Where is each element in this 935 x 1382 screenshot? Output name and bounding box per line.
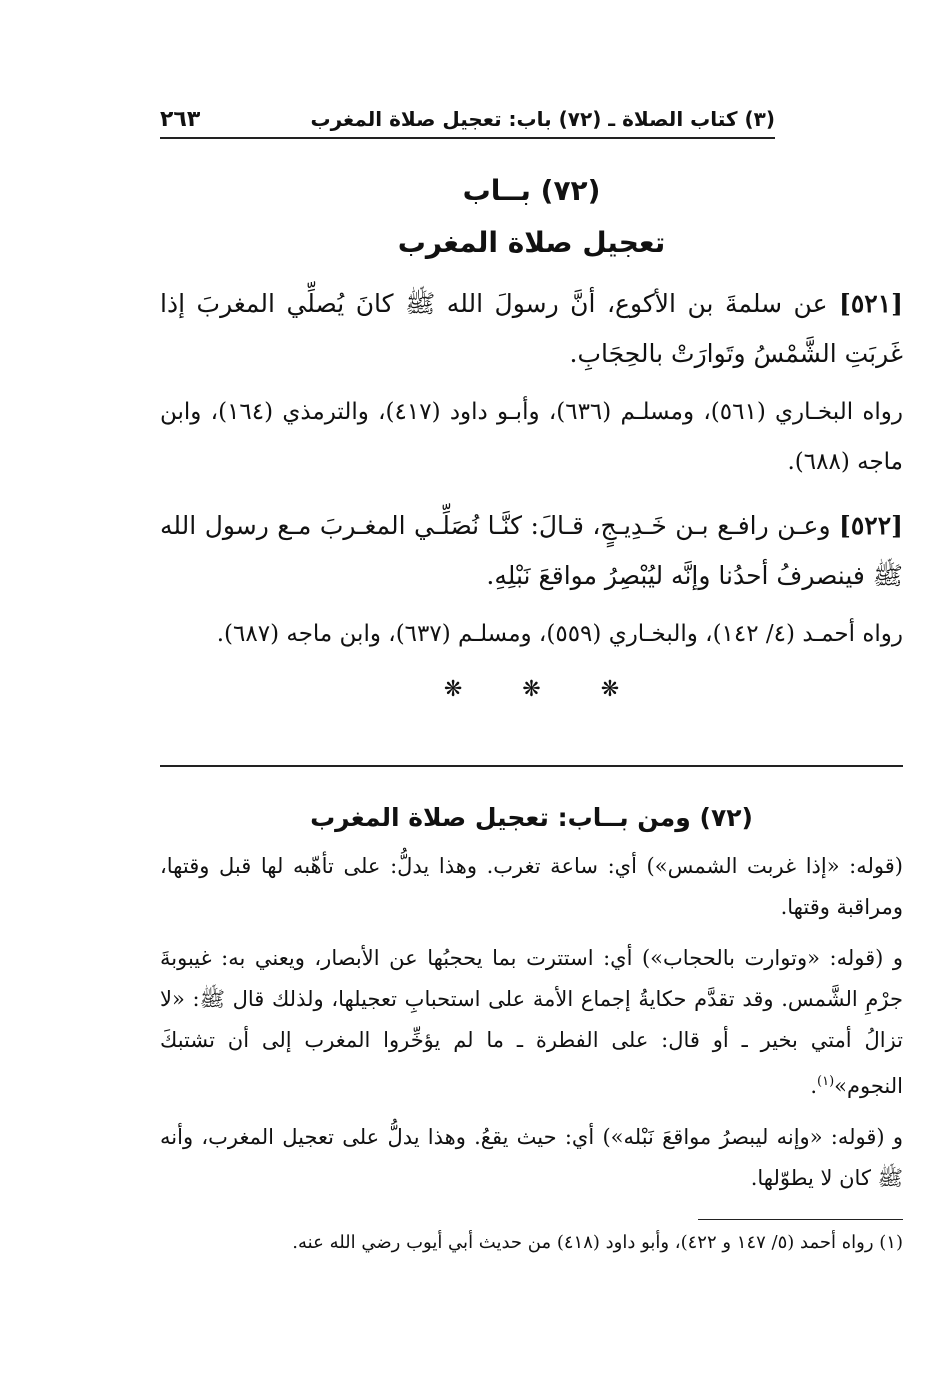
running-title: (٣) كتاب الصلاة ـ (٧٢) باب: تعجيل صلاة المغرب	[310, 107, 775, 131]
running-header	[160, 104, 775, 134]
separator-star: ❋	[522, 677, 541, 702]
hadith-521	[160, 279, 903, 379]
hadith-text: وعـن رافـع بـن خَـدِيـجٍ، قـالَ: كنَّـا نُصَلِّـي المغـربَ مـع رسول الله ﷺ فينصرفُ أحدُنا وإنَّه ليُبْصِرُ مواقعَ نَبْلِهِ.	[160, 511, 903, 590]
hadith-number: [٥٢١]	[839, 289, 903, 318]
chapter-title: (٧٢) بــاب	[462, 174, 601, 207]
separator-star: ❋	[600, 677, 620, 702]
page-number: ٢٦٣	[160, 106, 201, 132]
hadith-text: عن سلمةَ بن الأكوع، أنَّ رسولَ الله ﷺ كانَ يُصلِّي المغربَ إذا غَربَتِ الشَّمْسُ وتَوارَتْ بالحِجَابِ.	[160, 289, 903, 368]
hadith-522	[160, 501, 903, 601]
separator-star: ❋	[443, 677, 463, 702]
header-divider	[160, 137, 775, 139]
commentary-title: (٧٢) ومن بــاب: تعجيل صلاة المغرب	[310, 803, 753, 832]
footnote-divider	[698, 1219, 903, 1220]
paragraph-end: .	[810, 1074, 818, 1098]
footnote: (١) رواه أحمد (٥/ ١٤٧ و ٤٢٢)، وأبو داود (٤١٨) من حديث أبي أيوب رضي الله عنه.	[292, 1232, 903, 1253]
commentary-paragraph: و (قوله: «وإنه ليبصرُ مواقعَ نَبْله») أي: حيث يقعُ. وهذا يدلُّ على تعجيل المغرب، وأنه ﷺ كان لا يطوّلها.	[160, 1125, 903, 1190]
commentary-paragraph: (قوله: «إذا غربت الشمس») أي: ساعة تغرب. وهذا يدلُّ: على تأهّبه لها قبل وقتها، ومراقبة وقتها.	[160, 854, 903, 919]
commentary-paragraph-text: و (قوله: «وتوارت بالحجاب») أي: استترت بما يحجبُها عن الأبصار، ويعني به: غيبوبةَ جرْمِ الشَّمس. وقد تقدَّم حكايةُ إجماع الأمة على استحبابِ تعجيلها، ولذلك قال ﷺ: «لا تزالُ أمتي بخير ـ أو قال: على الفطرة ـ ما لم يؤخِّروا المغرب إلى أن تشتبكَ النجوم»	[160, 946, 904, 1098]
hadith-takhrij: رواه أحمـد (٤/ ١٤٢)، والبخـاري (٥٥٩)، ومسلـم (٦٣٧)، وابن ماجه (٦٨٧).	[216, 621, 903, 647]
section-separator	[160, 673, 903, 707]
commentary	[160, 790, 903, 1209]
chapter-subtitle: تعجيل صلاة المغرب	[397, 226, 666, 259]
hadith-number: [٥٢٢]	[839, 511, 903, 540]
commentary-divider	[160, 765, 903, 767]
footnote-marker: (١)	[817, 1074, 835, 1089]
main-text	[160, 165, 903, 707]
commentary-paragraph	[160, 938, 903, 1107]
hadith-takhrij: رواه البخـاري (٥٦١)، ومسلـم (٦٣٦)، وأبـو داود (٤١٧)، والترمذي (١٦٤)، وابن ماجه (٦٨٨).	[160, 399, 903, 475]
